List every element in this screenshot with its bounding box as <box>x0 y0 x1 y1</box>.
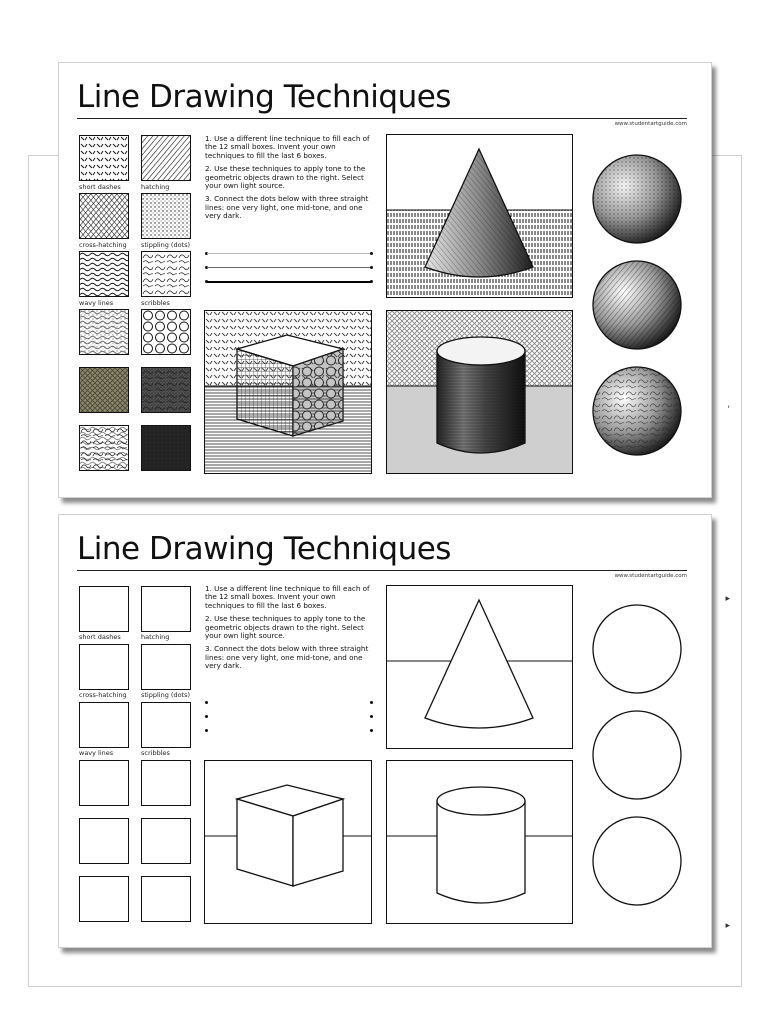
technique-box[interactable] <box>141 644 191 690</box>
technique-box[interactable] <box>79 702 129 748</box>
technique-box[interactable] <box>141 818 191 864</box>
technique-box <box>79 135 129 181</box>
technique-label: hatching <box>141 633 170 641</box>
technique-label: scribbles <box>141 749 170 757</box>
title-rule <box>77 570 687 571</box>
technique-box[interactable] <box>79 760 129 806</box>
technique-label: hatching <box>141 183 170 191</box>
worksheet-blank <box>58 514 712 948</box>
instruction-2: 2. Use these techniques to apply tone to the geometric objects drawn to the right. Select your own light source. <box>205 614 366 641</box>
technique-box[interactable] <box>141 876 191 922</box>
technique-label: scribbles <box>141 299 170 307</box>
technique-label: wavy lines <box>79 299 114 307</box>
technique-box <box>141 309 191 355</box>
technique-label: short dashes <box>79 633 121 641</box>
cone-panel[interactable] <box>386 585 573 749</box>
sphere-scribbled <box>589 365 687 457</box>
technique-box <box>79 309 129 355</box>
technique-box <box>79 425 129 471</box>
cube-panel <box>204 310 372 474</box>
sphere-hatched <box>589 259 687 351</box>
sphere-blank[interactable] <box>589 603 687 695</box>
website-text: www.studentartguide.com <box>614 121 687 127</box>
technique-box[interactable] <box>141 586 191 632</box>
cone-panel <box>386 134 573 298</box>
worksheet-title: Line Drawing Techniques <box>77 79 451 115</box>
instructions <box>205 135 373 226</box>
instruction-1: 1. Use a different line technique to fill each of the 12 small boxes. Invent your own techniques to fill the last 6 boxes. <box>205 584 370 610</box>
worksheet-title: Line Drawing Techniques <box>77 531 451 567</box>
margin-mark: ▸ <box>725 921 730 931</box>
technique-box[interactable] <box>141 702 191 748</box>
technique-label: cross-hatching <box>79 691 127 699</box>
technique-label: wavy lines <box>79 749 114 757</box>
technique-box <box>141 251 191 297</box>
technique-box[interactable] <box>79 876 129 922</box>
technique-box[interactable] <box>141 760 191 806</box>
technique-box <box>141 425 191 471</box>
technique-box[interactable] <box>79 818 129 864</box>
technique-box[interactable] <box>79 644 129 690</box>
sphere-blank[interactable] <box>589 815 687 907</box>
dot-connect-area[interactable] <box>205 696 373 738</box>
worksheet-filled <box>58 62 712 498</box>
sphere-stippled <box>589 153 687 245</box>
sphere-blank[interactable] <box>589 709 687 801</box>
instructions <box>205 585 373 676</box>
technique-box <box>141 193 191 239</box>
technique-box[interactable] <box>79 586 129 632</box>
instruction-2: 2. Use these techniques to apply tone to the geometric objects drawn to the right. Select your own light source. <box>205 164 366 191</box>
website-text: www.studentartguide.com <box>614 573 687 579</box>
title-rule <box>77 118 687 119</box>
technique-label: stippling (dots) <box>141 241 191 249</box>
cylinder-panel <box>386 310 573 474</box>
instruction-3: 3. Connect the dots below with three straight lines: one very light, one mid-tone, and one very dark. <box>205 644 369 671</box>
technique-box <box>79 251 129 297</box>
technique-box <box>79 367 129 413</box>
margin-mark: ▸ <box>725 594 730 604</box>
technique-box <box>141 135 191 181</box>
technique-label: stippling (dots) <box>141 691 191 699</box>
technique-label: cross-hatching <box>79 241 127 249</box>
dot-connect-area <box>205 247 373 289</box>
cylinder-panel[interactable] <box>386 760 573 924</box>
instruction-1: 1. Use a different line technique to fill each of the 12 small boxes. Invent your own techniques to fill the last 6 boxes. <box>205 134 370 160</box>
instruction-3: 3. Connect the dots below with three straight lines: one very light, one mid-tone, and one very dark. <box>205 194 369 221</box>
cube-panel[interactable] <box>204 760 372 924</box>
technique-box <box>141 367 191 413</box>
technique-box <box>79 193 129 239</box>
margin-mark: ' <box>727 405 730 415</box>
technique-label: short dashes <box>79 183 121 191</box>
